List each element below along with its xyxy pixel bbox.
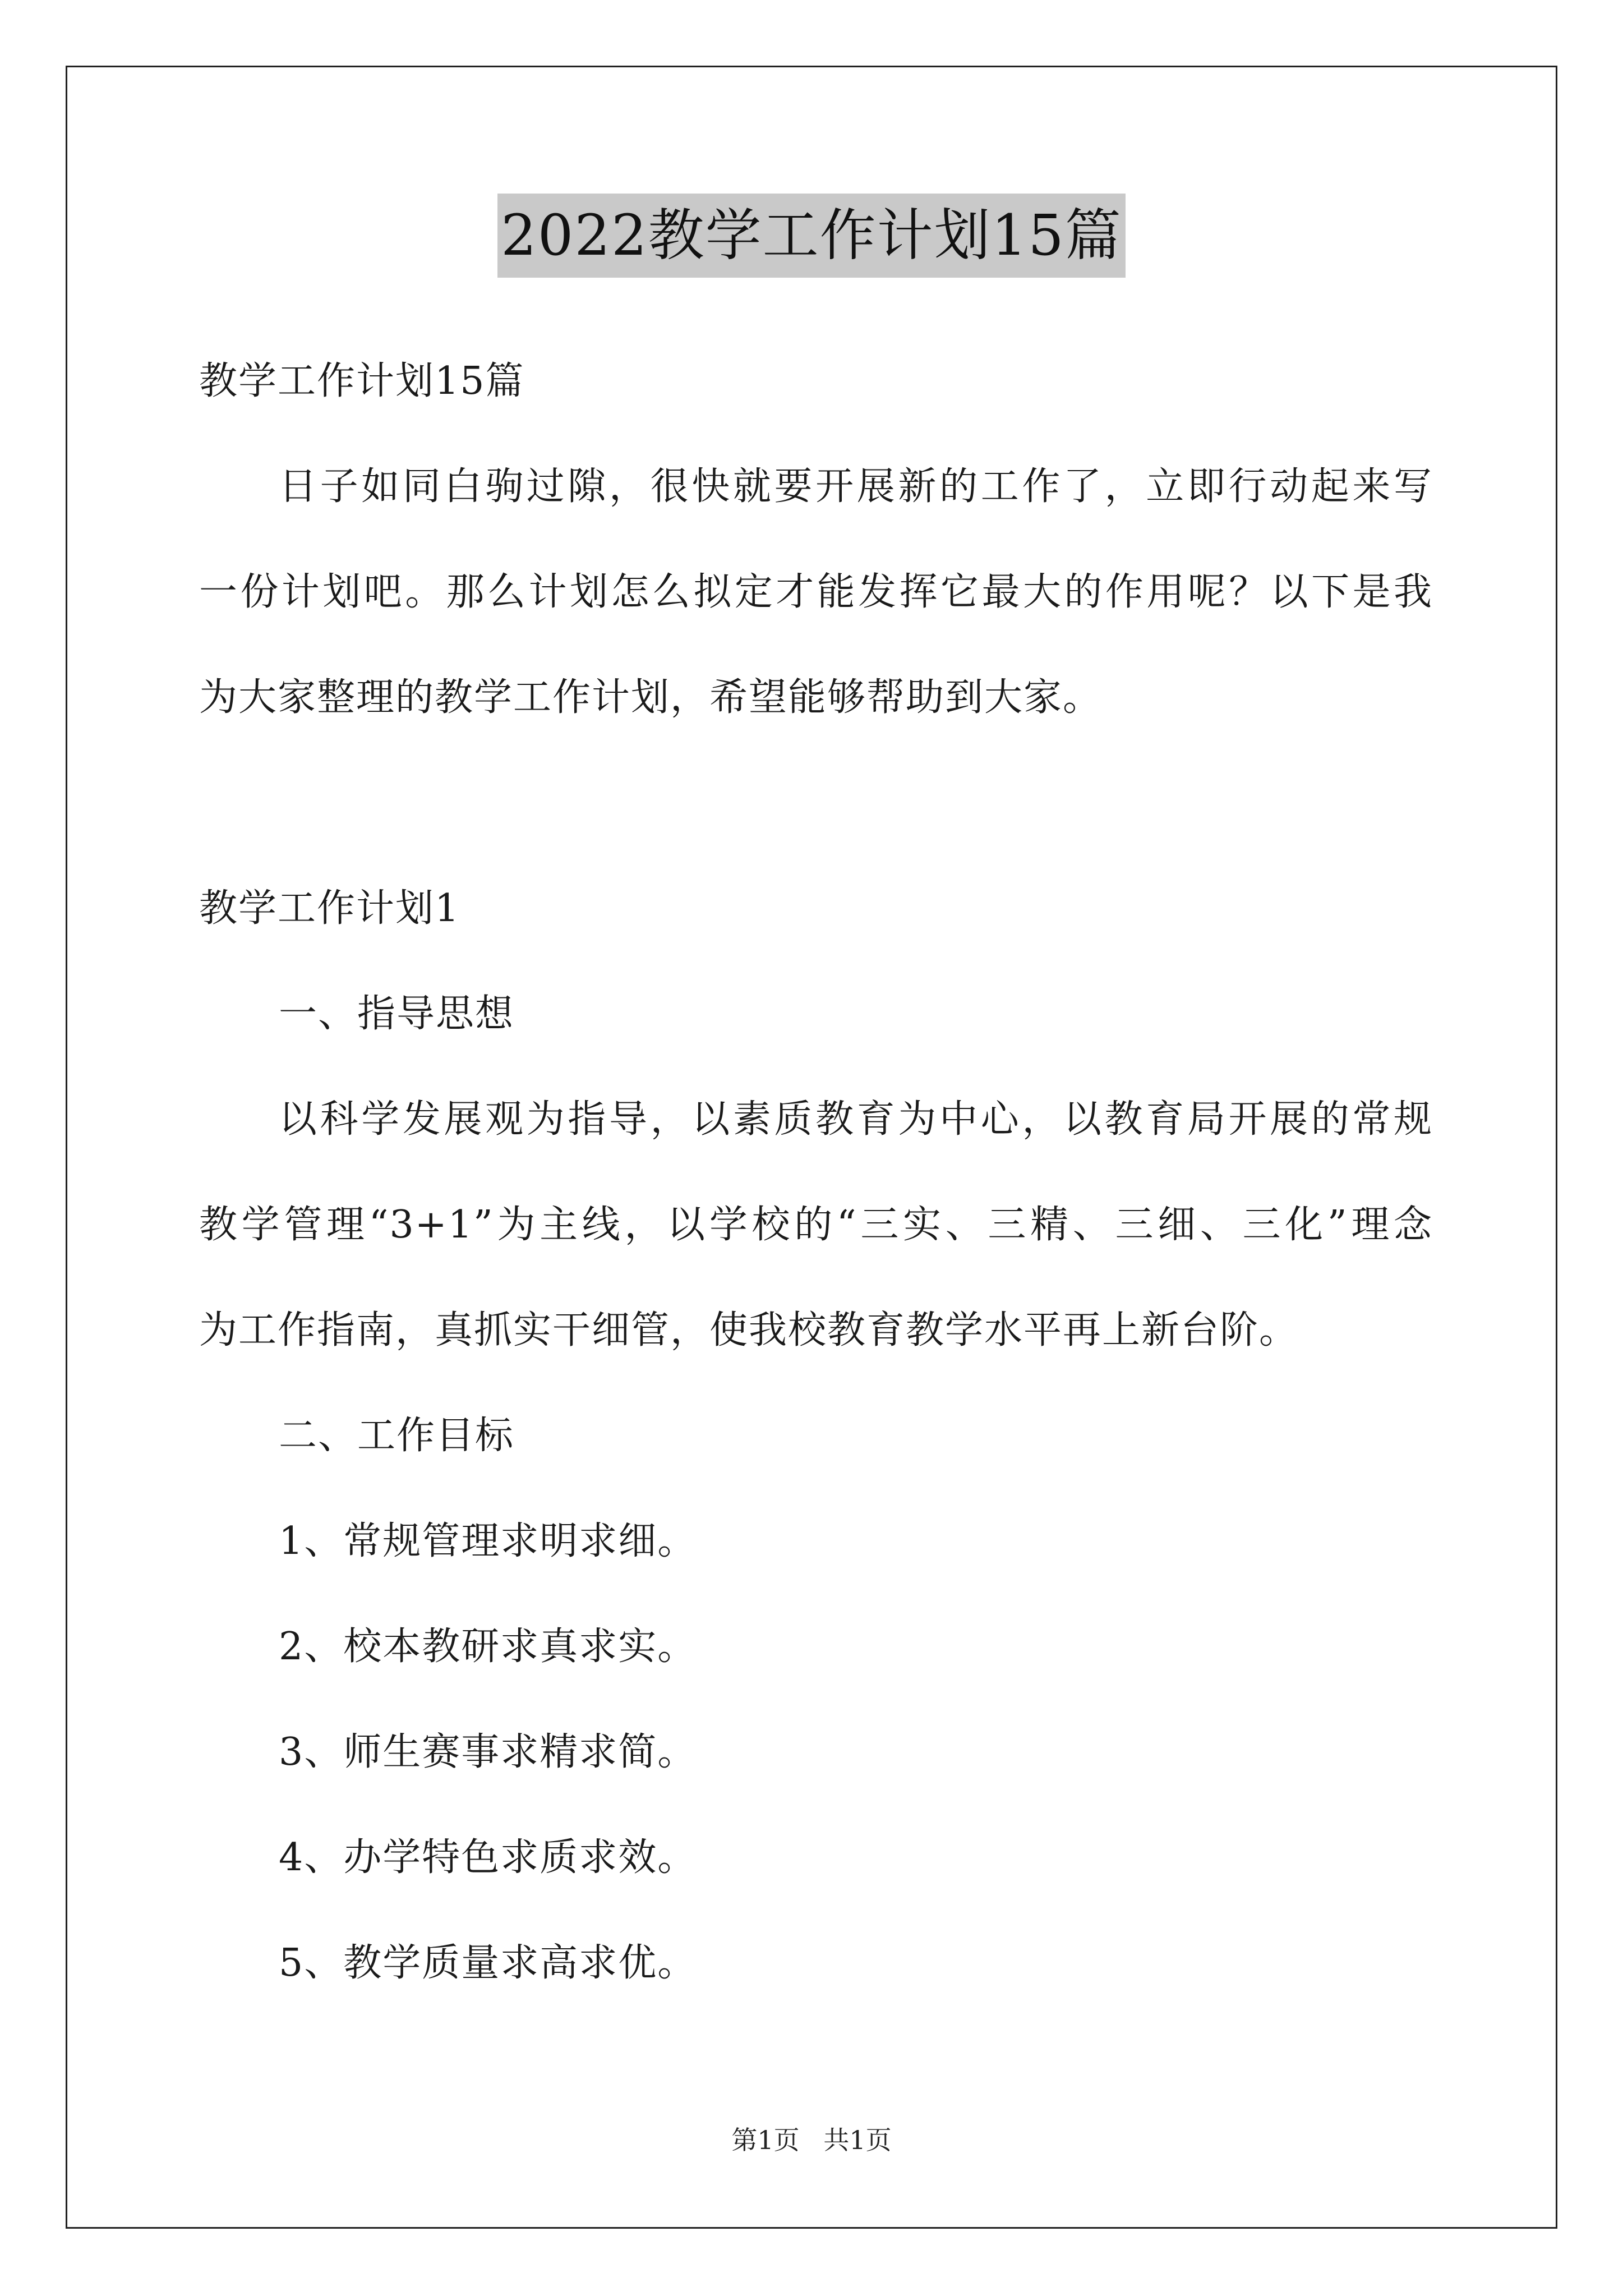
part1-heading: 一、指导思想: [279, 992, 515, 1036]
title-wrap: [0, 194, 1623, 278]
intro-line-3: 为大家整理的教学工作计划，希望能够帮助到大家。: [199, 675, 1103, 720]
part1-line-1: 以科学发展观为指导，以素质教育为中心，以教育局开展的常规: [279, 1097, 1433, 1142]
goal-item: 2、校本教研求真求实。: [279, 1625, 697, 1669]
section-heading: 教学工作计划1: [199, 886, 460, 931]
page-total: 共1页: [823, 2125, 892, 2155]
goal-item: 4、办学特色求质求效。: [279, 1835, 697, 1880]
goal-item: 5、教学质量求高求优。: [279, 1941, 697, 1985]
document-title: 2022教学工作计划15篇: [497, 194, 1126, 278]
goal-item: 1、常规管理求明求细。: [279, 1519, 697, 1563]
part1-line-2: 教学管理“3+1”为主线，以学校的“三实、三精、三细、三化”理念: [199, 1203, 1433, 1247]
page-footer: [0, 2120, 1623, 2160]
intro-line-1: 日子如同白驹过隙，很快就要开展新的工作了，立即行动起来写: [279, 464, 1433, 509]
goal-item: 3、师生赛事求精求简。: [279, 1730, 697, 1774]
intro-line-2: 一份计划吧。那么计划怎么拟定才能发挥它最大的作用呢？以下是我: [199, 570, 1433, 614]
part1-line-3: 为工作指南，真抓实干细管，使我校教育教学水平再上新台阶。: [199, 1308, 1299, 1352]
document-subtitle: 教学工作计划15篇: [199, 359, 525, 403]
page-number: 第1页: [731, 2125, 800, 2155]
part2-heading: 二、工作目标: [279, 1414, 515, 1458]
